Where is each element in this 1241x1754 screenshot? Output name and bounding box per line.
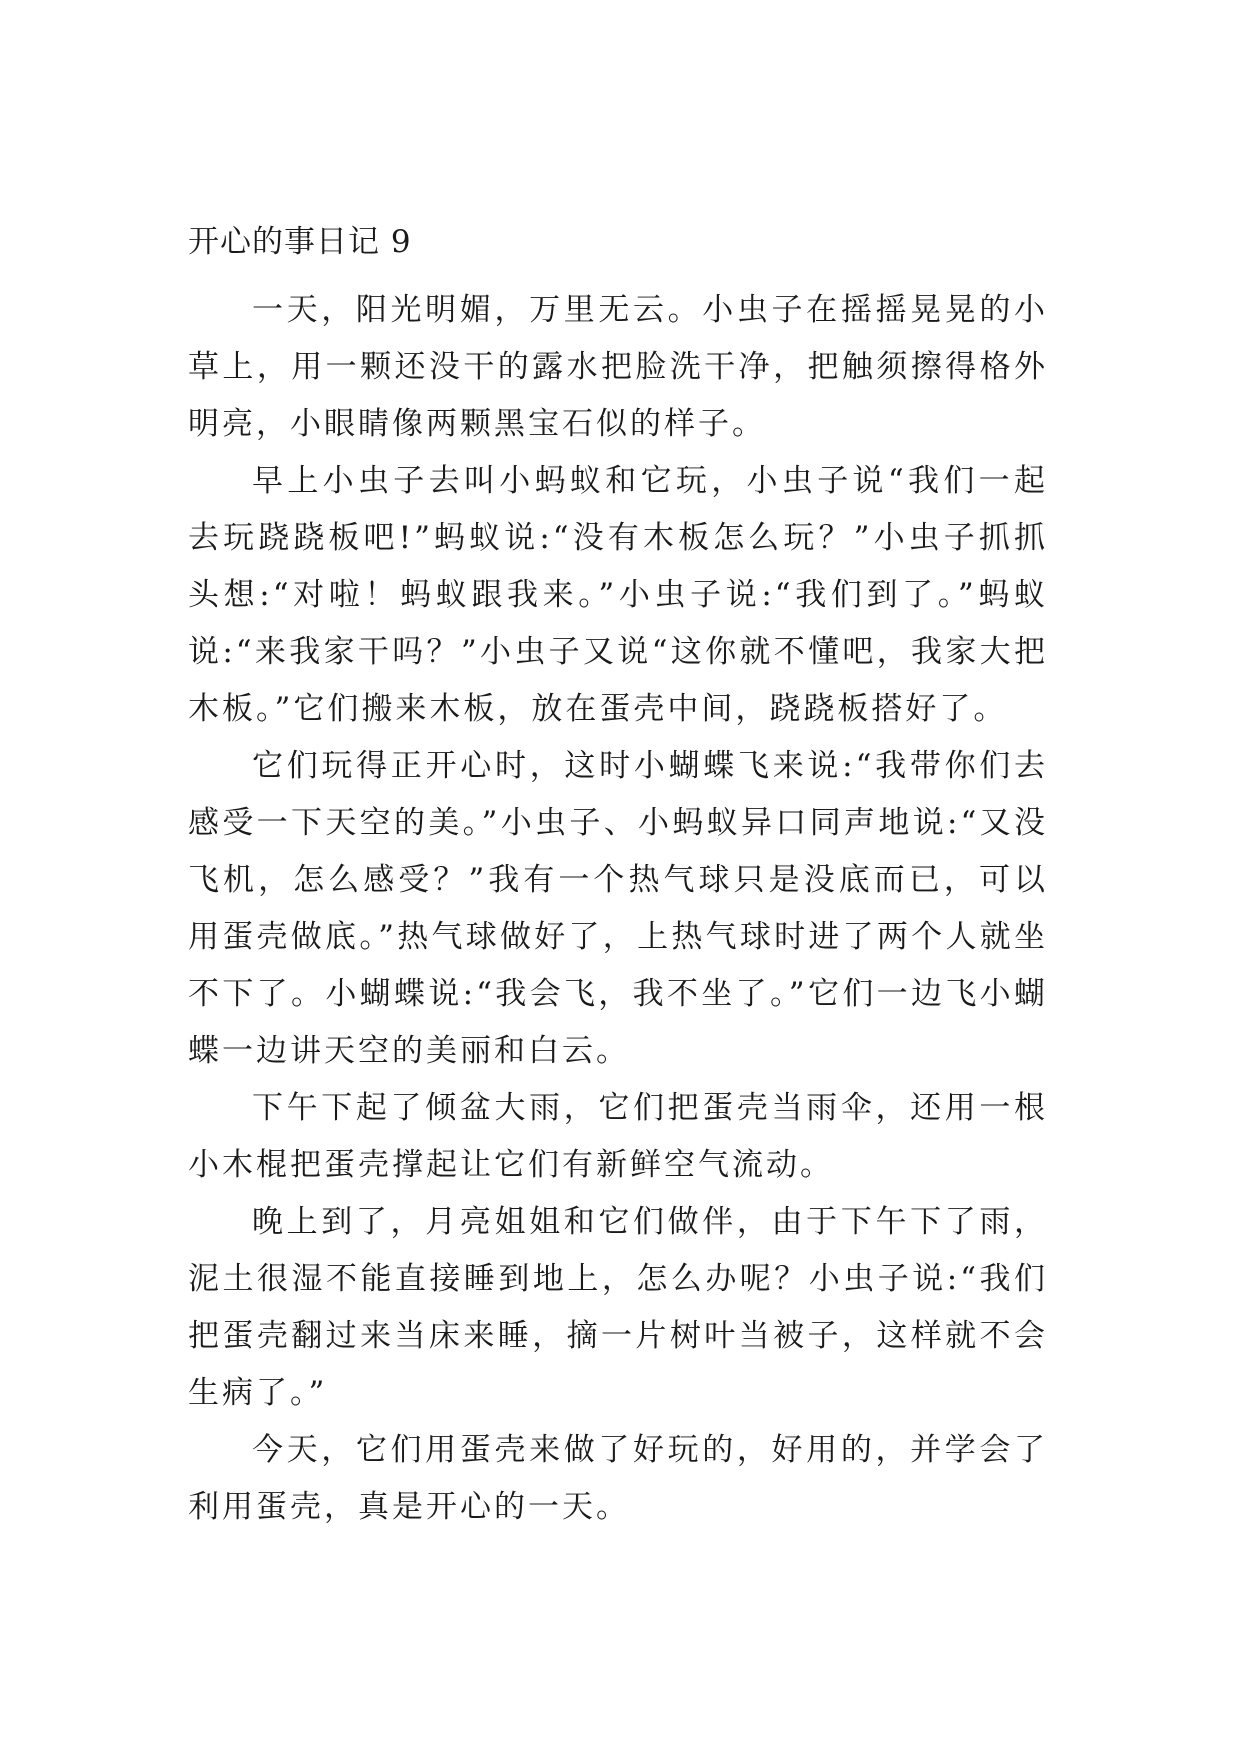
paragraph-1: 一天，阳光明媚，万里无云。小虫子在摇摇晃晃的小草上，用一颗还没干的露水把脸洗干净，把触须擦得格外明亮，小眼睛像两颗黑宝石似的样子。 — [188, 292, 1048, 442]
paragraph-4: 下午下起了倾盆大雨，它们把蛋壳当雨伞，还用一根小木棍把蛋壳撑起让它们有新鲜空气流动。 — [188, 1090, 1048, 1183]
document-body — [188, 282, 1048, 1536]
paragraph-2: 早上小虫子去叫小蚂蚁和它玩，小虫子说“我们一起去玩跷跷板吧!”蚂蚁说:“没有木板怎么玩？”小虫子抓抓头想:“对啦！蚂蚁跟我来。”小虫子说:“我们到了。”蚂蚁说:“来我家干吗？”小虫子又说“这你就不懂吧，我家大把木板。”它们搬来木板，放在蛋壳中间，跷跷板搭好了。 — [188, 463, 1048, 727]
paragraph-3: 它们玩得正开心时，这时小蝴蝶飞来说:“我带你们去感受一下天空的美。”小虫子、小蚂蚁异口同声地说:“又没飞机，怎么感受？”我有一个热气球只是没底而已，可以用蛋壳做底。”热气球做好了，上热气球时进了两个人就坐不下了。小蝴蝶说:“我会飞，我不坐了。”它们一边飞小蝴蝶一边讲天空的美丽和白云。 — [188, 748, 1048, 1069]
document-title: 开心的事日记 9 — [188, 224, 412, 260]
paragraph-5: 晚上到了，月亮姐姐和它们做伴，由于下午下了雨，泥土很湿不能直接睡到地上，怎么办呢？小虫子说:“我们把蛋壳翻过来当床来睡，摘一片树叶当被子，这样就不会生病了。” — [188, 1204, 1048, 1411]
paragraph-6: 今天，它们用蛋壳来做了好玩的，好用的，并学会了利用蛋壳，真是开心的一天。 — [188, 1432, 1048, 1525]
